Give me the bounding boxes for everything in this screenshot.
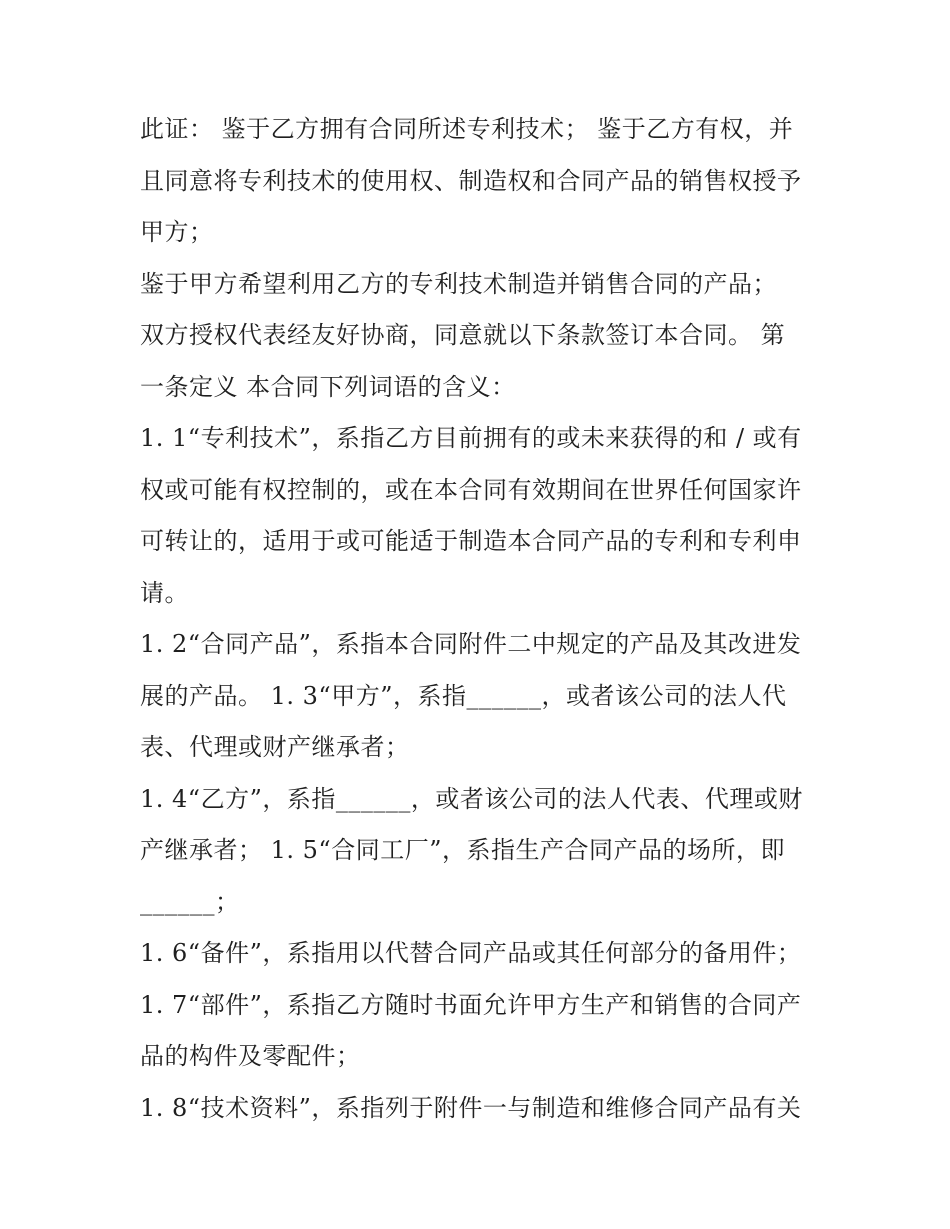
text-line: 鉴于甲方希望利用乙方的专利技术制造并销售合同的产品； — [140, 269, 777, 298]
text-line: 1. 4“乙方”，系指______，或者该公司的法人代表、代理或财 — [140, 784, 803, 813]
text-line: 展的产品。 1. 3“甲方”，系指______，或者该公司的法人代 — [140, 681, 787, 710]
text-line: 1. 7“部件”，系指乙方随时书面允许甲方生产和销售的合同产 — [140, 990, 802, 1019]
text-line: 1. 1“专利技术”，系指乙方目前拥有的或未来获得的和 / 或有 — [140, 424, 802, 452]
text-line: 1. 6“备件”，系指用以代替合同产品或其任何部分的备用件； — [140, 939, 802, 967]
text-line: 表、代理或财产继承者； — [140, 733, 410, 761]
text-line: ______； — [140, 887, 240, 916]
document-body — [140, 104, 812, 1134]
text-line: 品的构件及零配件； — [140, 1042, 361, 1070]
text-line: 此证： 鉴于乙方拥有合同所述专利技术； 鉴于乙方有权，并 — [140, 115, 794, 143]
text-line: 1. 8“技术资料”，系指列于附件一与制造和维修合同产品有关 — [140, 1093, 802, 1122]
text-line: 请。 — [140, 578, 189, 607]
text-line: 且同意将专利技术的使用权、制造权和合同产品的销售权授予 — [140, 166, 802, 195]
text-line: 双方授权代表经友好协商，同意就以下条款签订本合同。 第 — [140, 321, 786, 349]
text-line: 可转让的，适用于或可能适于制造本合同产品的专利和专利申 — [140, 527, 802, 555]
text-line: 一条定义 本合同下列词语的含义： — [140, 372, 516, 401]
text-line: 1. 2“合同产品”，系指本合同附件二中规定的产品及其改进发 — [140, 630, 802, 658]
text-line: 产继承者； 1. 5“合同工厂”，系指生产合同产品的场所，即 — [140, 836, 785, 864]
text-line: 权或可能有权控制的，或在本合同有效期间在世界任何国家许 — [140, 475, 802, 504]
text-line: 甲方； — [140, 218, 214, 246]
